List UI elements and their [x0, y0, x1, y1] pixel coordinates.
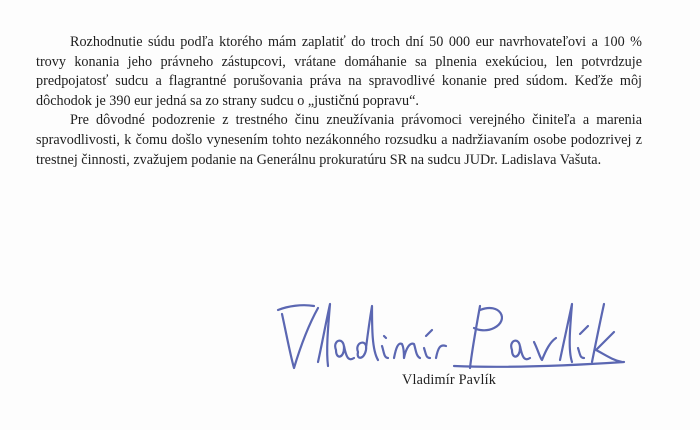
printed-signer-name: Vladimír Pavlík — [402, 372, 497, 388]
paragraph-decision: Rozhodnutie súdu podľa ktorého mám zaplatiť do troch dní 50 000 eur navrhovateľovi a 100 % trovy konania jeho právneho zástupcovi, vrátane domáhanie sa plnenia exekúciou, len potvrdzuje predpojatosť sudcu a flagrantné porušovania práva na spravodlivé konanie pred súdom. Keďže môj dôchodok je 390 eur jedná sa zo strany sudcu o „justičnú popravu“. — [36, 34, 642, 109]
letter-body-text — [36, 33, 642, 170]
handwritten-signature — [274, 292, 634, 376]
paragraph-criminal-complaint: Pre dôvodné podozrenie z trestného činu zneužívania právomoci verejného činiteľa a marenia spravodlivosti, k čomu došlo vynesením tohto nezákonného rozsudku a nadržiavaním osobe podozrivej z trestnej činnosti, zvažujem podanie na Generálnu prokuratúru SR na sudcu JUDr. Ladislava Vašuta. — [36, 112, 642, 168]
